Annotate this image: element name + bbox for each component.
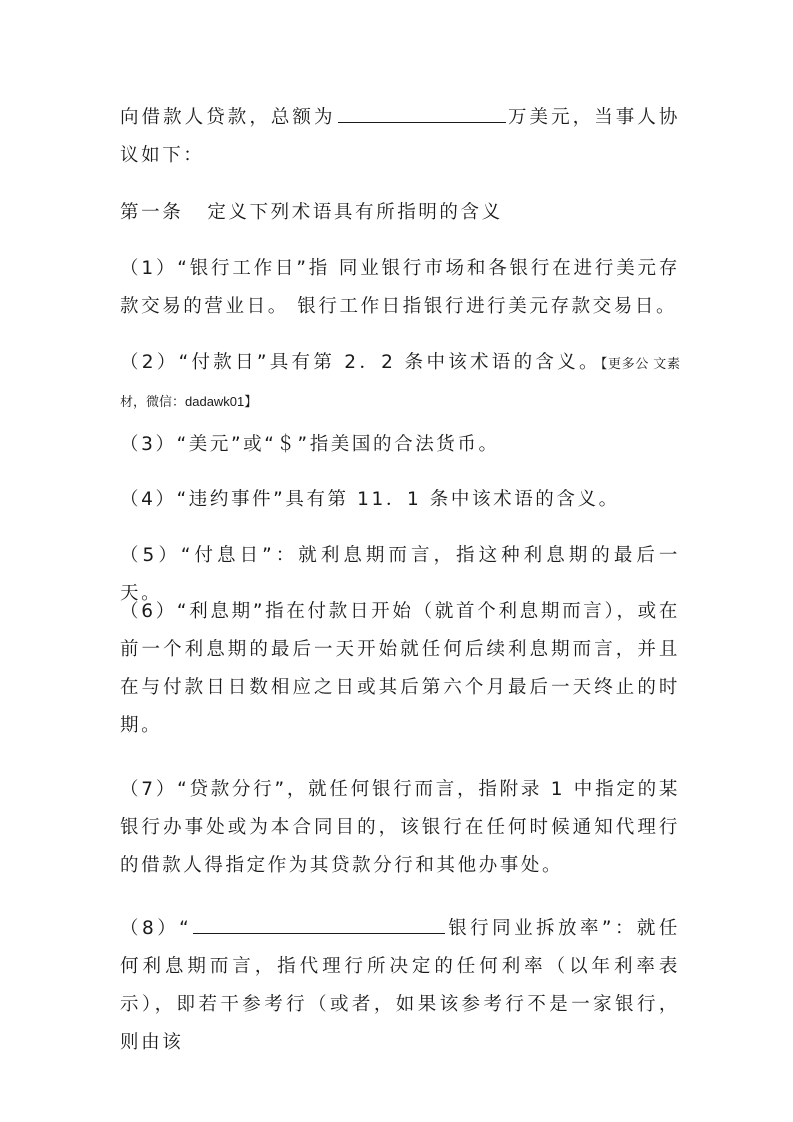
definition-3: （3）“美元”或“＄”指美国的合法货币。 <box>120 434 500 455</box>
definition-1: （1）“银行工作日”指 同业银行市场和各银行在进行美元存款交易的营业日。 银行工作日指银行进行美元存款交易日。 <box>120 258 680 317</box>
intro-paragraph <box>120 99 680 175</box>
intro-text-end: 万美元，当事人协议如下： <box>120 107 680 166</box>
definition-8-start: （8）“ <box>120 918 192 939</box>
definition-4: （4）“违约事件”具有第 11．1 条中该术语的含义。 <box>120 489 620 510</box>
intro-text-start: 向借款人贷款，总额为 <box>120 107 336 128</box>
amount-blank <box>338 104 506 123</box>
article-title: 定义下列术语具有所指明的含义 <box>207 202 503 223</box>
definition-8 <box>120 910 680 1062</box>
watermark-note: 【更多公 文素材，微信：dadawk01】 <box>120 356 680 409</box>
article-1-heading <box>120 194 680 232</box>
definition-7: （7）“贷款分行”，就任何银行而言，指附录 1 中指定的某银行办事处或为本合同目的，该银行在任何时候通知代理行的借款人得指定作为其贷款分行和其他办事处。 <box>120 779 680 876</box>
definition-5: （5）“付息日”：就利息期而言，指这种利息期的最后一天。 <box>120 545 680 604</box>
rate-name-blank <box>193 915 445 934</box>
article-number: 第一条 <box>120 202 184 223</box>
definition-6: （6）“利息期”指在付款日开始（就首个利息期而言），或在前一个利息期的最后一天开始就任何后续利息期而言，并且在与付款日日数相应之日或其后第六个月最后一天终止的时期。 <box>120 601 680 736</box>
definition-2 <box>120 344 680 420</box>
definition-2-text: （2）“付款日”具有第 2．2 条中该术语的含义。 <box>120 352 601 373</box>
definition-8-text: 银行同业拆放率”：就任何利息期而言，指代理行所决定的任何利率（以年利率表示），即若干参考行（或者，如果该参考行不是一家银行，则由该 <box>120 918 680 1053</box>
